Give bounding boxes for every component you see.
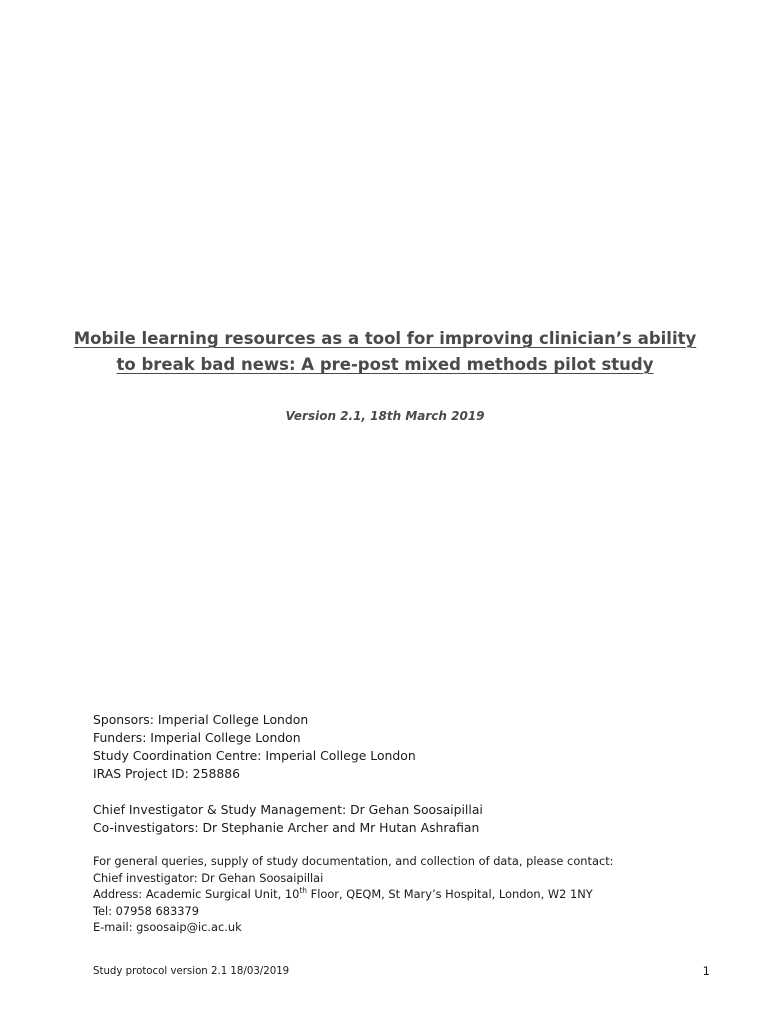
iras-line: IRAS Project ID: 258886 xyxy=(93,766,240,781)
sponsors-line: Sponsors: Imperial College London xyxy=(93,712,309,727)
co-investigators-line: Co-investigators: Dr Stephanie Archer and Mr Hutan Ashrafian xyxy=(93,820,480,835)
spacer xyxy=(93,783,483,801)
contact-address xyxy=(93,886,614,903)
document-title xyxy=(60,326,710,378)
address-part-1: Address: Academic Surgical Unit, 10 xyxy=(93,887,300,901)
chief-investigator-line: Chief Investigator & Study Management: Dr Gehan Soosaipillai xyxy=(93,802,483,817)
coordination-line: Study Coordination Centre: Imperial College London xyxy=(93,748,416,763)
title-line-2: to break bad news: A pre-post mixed methods pilot study xyxy=(116,355,654,374)
contact-chief: Chief investigator: Dr Gehan Soosaipillai xyxy=(93,870,324,885)
study-info xyxy=(93,711,483,837)
footer-protocol-version: Study protocol version 2.1 18/03/2019 xyxy=(93,966,290,977)
contact-email: E-mail: gsoosaip@ic.ac.uk xyxy=(93,920,242,934)
address-superscript: th xyxy=(299,886,308,895)
contact-info xyxy=(93,853,614,936)
funders-line: Funders: Imperial College London xyxy=(93,730,301,745)
contact-tel: Tel: 07958 683379 xyxy=(93,903,199,918)
contact-intro: For general queries, supply of study documentation, and collection of data, please contact: xyxy=(93,854,614,868)
page-number: 1 xyxy=(702,964,710,978)
title-line-1: Mobile learning resources as a tool for improving clinician’s ability xyxy=(73,329,697,348)
address-part-2: Floor, QEQM, St Mary’s Hospital, London, W2 1NY xyxy=(307,887,593,901)
version-text: Version 2.1, 18th March 2019 xyxy=(285,409,485,423)
